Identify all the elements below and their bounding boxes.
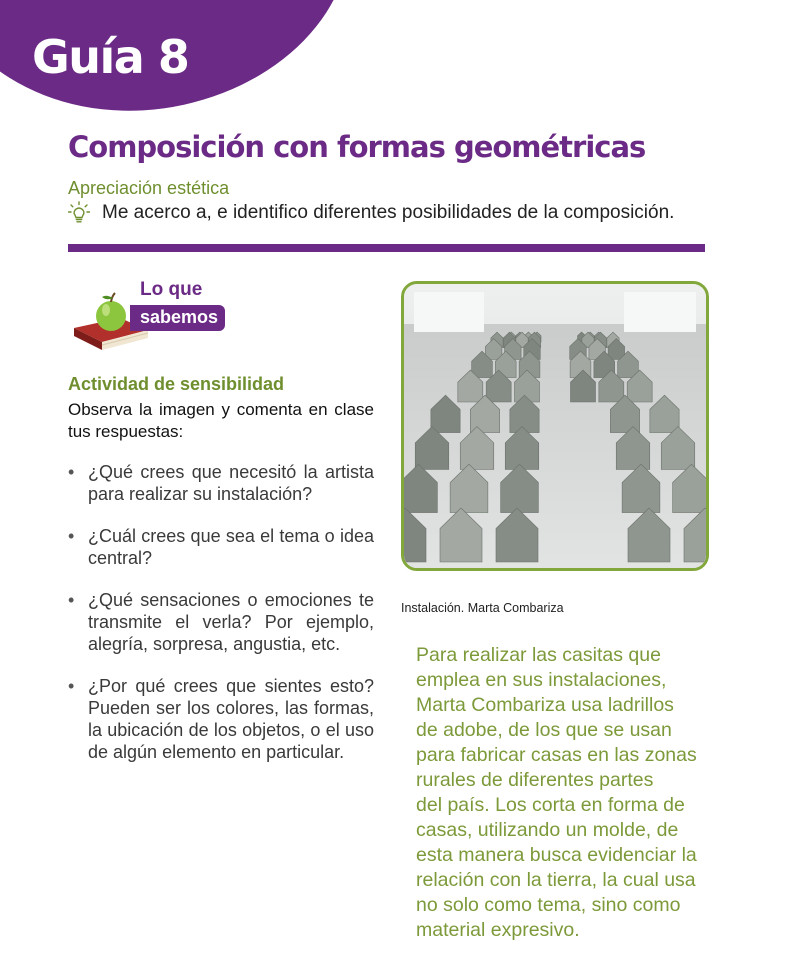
badge-line-2: sabemos <box>130 305 225 331</box>
description-line: de adobe, de los que se usan <box>416 719 672 741</box>
description-line: para fabricar casas en las zonas <box>416 744 697 766</box>
bullet-icon: • <box>68 676 75 696</box>
question-item <box>68 461 374 505</box>
lightbulb-icon <box>68 201 90 225</box>
description-line: del país. Los corta en forma de <box>416 794 685 816</box>
description-line: casas, utilizando un molde, de <box>416 819 679 841</box>
bullet-icon: • <box>68 590 75 610</box>
bullet-icon: • <box>68 526 75 546</box>
guide-title: Guía 8 <box>32 30 189 84</box>
activity-intro: Observa la imagen y comenta en clase tus respuestas: <box>68 400 374 441</box>
question-list <box>68 461 374 783</box>
description-line: rurales de diferentes partes <box>416 769 654 791</box>
description-line: relación con la tierra, la cual usa <box>416 869 696 891</box>
section-divider <box>68 244 705 252</box>
question-text: ¿Qué sensaciones o emociones te transmite el verla? Por ejemplo, alegría, sorpresa, angustia, etc. <box>88 590 374 654</box>
photo-caption: Instalación. Marta Combariza <box>401 601 564 615</box>
objective <box>68 201 674 225</box>
question-item <box>68 525 374 569</box>
activity-title: Actividad de sensibilidad <box>68 374 285 394</box>
description-line: Para realizar las casitas que <box>416 644 661 666</box>
bullet-icon: • <box>68 462 75 482</box>
description-line: emplea en sus instalaciones, <box>416 669 667 691</box>
description-line: Marta Combariza usa ladrillos <box>416 694 674 716</box>
question-item <box>68 589 374 655</box>
question-text: ¿Qué crees que necesitó la artista para realizar su instalación? <box>88 462 374 504</box>
installation-image <box>404 284 706 568</box>
description-paragraph <box>416 643 716 943</box>
question-item <box>68 675 374 763</box>
section-label: Apreciación estética <box>68 178 230 198</box>
description-line: no solo como tema, sino como <box>416 894 681 916</box>
installation-photo <box>401 281 709 571</box>
objective-text: Me acerco a, e identifico diferentes posibilidades de la composición. <box>102 202 675 223</box>
description-line: esta manera busca evidenciar la <box>416 844 697 866</box>
description-line: material expresivo. <box>416 919 580 941</box>
page-title: Composición con formas geométricas <box>68 130 646 164</box>
badge-line-1: Lo que <box>140 279 203 300</box>
question-text: ¿Por qué crees que sientes esto? Pueden ser los colores, las formas, la ubicación de los objetos, o el uso de algún elemento en particular. <box>88 676 374 762</box>
question-text: ¿Cuál crees que sea el tema o idea central? <box>88 526 374 568</box>
